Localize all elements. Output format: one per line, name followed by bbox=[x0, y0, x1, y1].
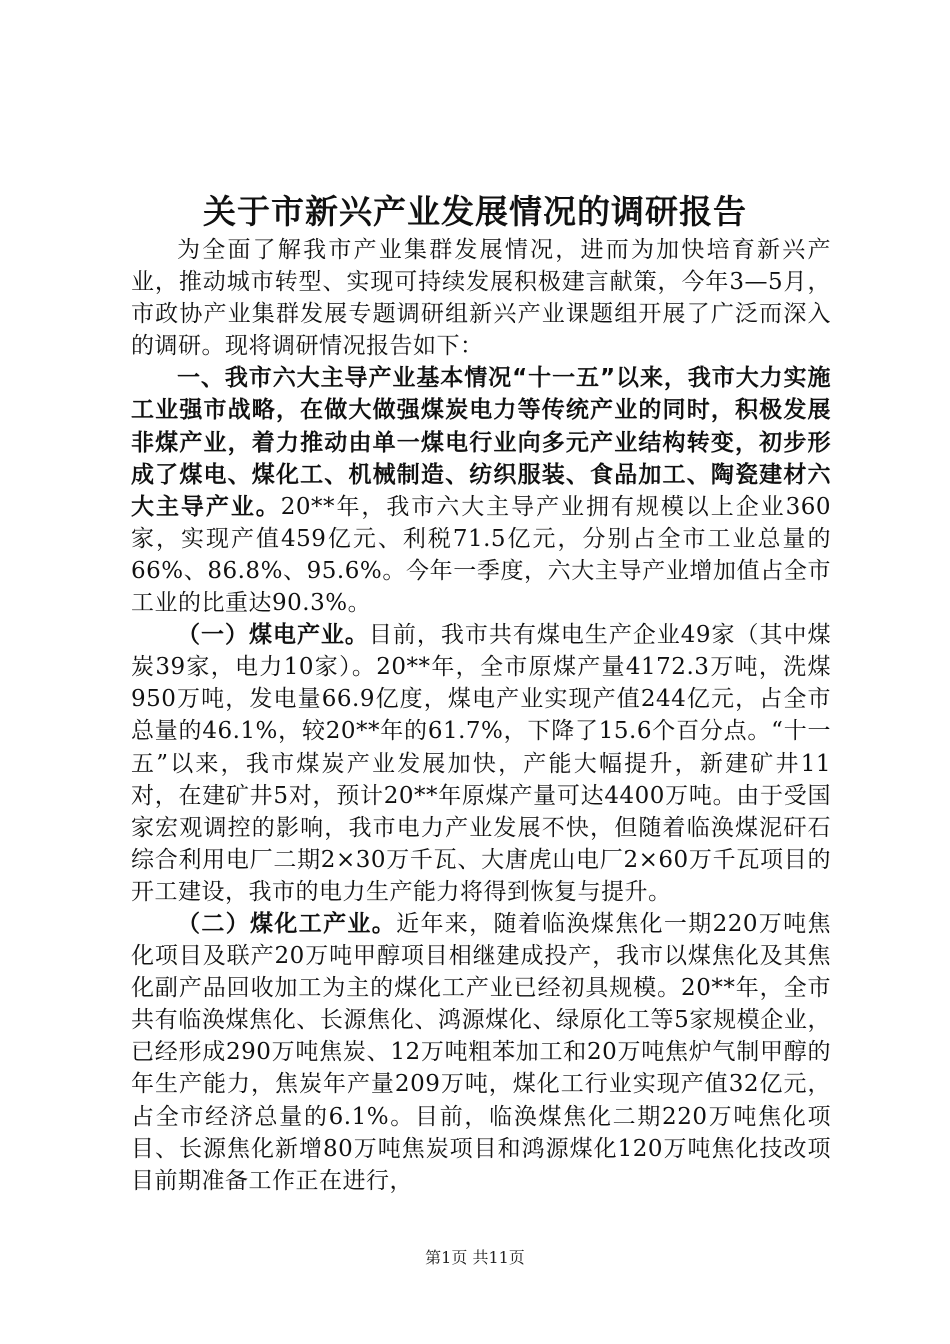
section-1-body: 20**年，我市六大主导产业拥有规模以上企业360家，实现产值459亿元、利税71.5亿元，分别占全市工业总量的66%、86.8%、95.6%。今年一季度，六大主导产业增加值占全市工业的比重达90.3%。 bbox=[131, 493, 831, 617]
subsection-2-body: 近年来，随着临涣煤焦化一期220万吨焦化项目及联产20万吨甲醇项目相继建成投产，我市以煤焦化及其焦化副产品回收加工为主的煤化工产业已经初具规模。20**年，全市共有临涣煤焦化、长源焦化、鸿源煤化、绿原化工等5家规模企业，已经形成290万吨焦炭、12万吨粗苯加工和20万吨焦炉气制甲醇的年生产能力，焦炭年产量209万吨，煤化工行业实现产值32亿元，占全市经济总量的6.1%。目前，临涣煤焦化二期220万吨焦化项目、长源焦化新增80万吨焦炭项目和鸿源煤化120万吨焦化技改项目前期准备工作正在进行， bbox=[131, 910, 831, 1194]
document-title: 关于市新兴产业发展情况的调研报告 bbox=[203, 192, 747, 231]
subsection-2-heading: （二）煤化工产业。 bbox=[177, 910, 397, 937]
page-number: 第1页 共11页 bbox=[425, 1248, 525, 1267]
subsection-1-heading: （一）煤电产业。 bbox=[177, 622, 369, 649]
document-body bbox=[131, 234, 831, 1197]
subsection-1-paragraph bbox=[131, 619, 831, 908]
subsection-2-paragraph bbox=[131, 908, 831, 1197]
section-1-paragraph bbox=[131, 362, 831, 619]
intro-paragraph: 为全面了解我市产业集群发展情况，进而为加快培育新兴产业，推动城市转型、实现可持续发展积极建言献策，今年3—5月，市政协产业集群发展专题调研组新兴产业课题组开展了广泛而深入的调研。现将调研情况报告如下： bbox=[131, 237, 831, 360]
subsection-1-body: 目前，我市共有煤电生产企业49家（其中煤炭39家，电力10家）。20**年，全市原煤产量4172.3万吨，洗煤950万吨，发电量66.9亿度，煤电产业实现产值244亿元，占全市总量的46.1%，较20**年的61.7%，下降了15.6个百分点。“十一五”以来，我市煤炭产业发展加快，产能大幅提升，新建矿井11对，在建矿井5对，预计20**年原煤产量可达4400万吨。由于受国家宏观调控的影响，我市电力产业发展不快，但随着临涣煤泥矸石综合利用电厂二期2×30万千瓦、大唐虎山电厂2×60万千瓦项目的开工建设，我市的电力生产能力将得到恢复与提升。 bbox=[131, 622, 831, 905]
section-1-heading: 一、我市六大主导产业基本情况“十一五”以来，我市大力实施工业强市战略，在做大做强煤炭电力等传统产业的同时，积极发展非煤产业，着力推动由单一煤电行业向多元产业结构转变，初步形成了煤电、煤化工、机械制造、纺织服装、食品加工、陶瓷建材六大主导产业。 bbox=[131, 365, 831, 520]
